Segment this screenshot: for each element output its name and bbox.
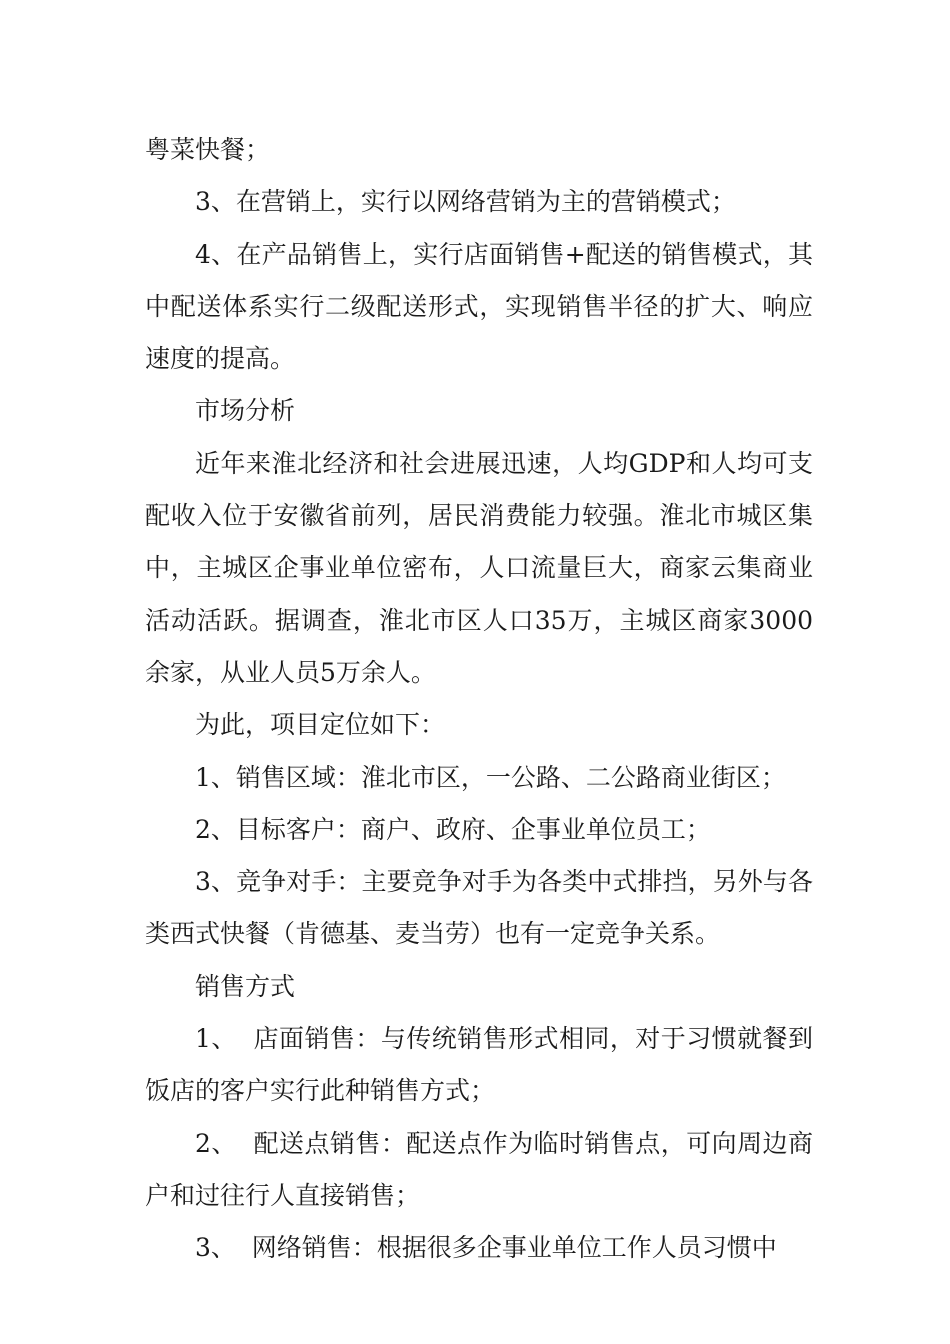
list-item-competitors: 3、竞争对手：主要竞争对手为各类中式排挡，另外与各类西式快餐（肯德基、麦当劳）也有一定竞争关系。 <box>145 867 813 949</box>
document-body <box>145 124 813 1275</box>
paragraph-sales-mode: 4、在产品销售上，实行店面销售+配送的销售模式，其中配送体系实行二级配送形式，实现销售半径的扩大、响应速度的提高。 <box>145 239 813 374</box>
paragraph-market-analysis: 近年来淮北经济和社会进展迅速，人均GDP和人均可支配收入位于安徽省前列，居民消费能力较强。淮北市城区集中，主城区企事业单位密布，人口流量巨大，商家云集商业活动活跃。据调查，淮北市区人口35万，主城区商家3000余家，从业人员5万余人。 <box>145 448 813 687</box>
paragraph-continuation: 粤菜快餐； <box>145 135 271 164</box>
list-item-sales-area: 1、销售区域：淮北市区，一公路、二公路商业街区； <box>195 762 786 792</box>
list-item-target-customers: 2、目标客户：商户、政府、企事业单位员工； <box>195 814 711 844</box>
paragraph-marketing-mode: 3、在营销上，实行以网络营销为主的营销模式； <box>195 187 736 217</box>
section-heading-sales-methods: 销售方式 <box>195 971 296 1001</box>
list-item-store-sales: 1、 店面销售：与传统销售形式相同，对于习惯就餐到饭店的客户实行此种销售方式； <box>145 1024 813 1106</box>
list-item-online-sales: 3、 网络销售：根据很多企事业单位工作人员习惯中 <box>195 1233 777 1263</box>
section-heading-market-analysis: 市场分析 <box>195 396 296 426</box>
list-item-delivery-point-sales: 2、 配送点销售：配送点作为临时销售点，可向周边商户和过往行人直接销售； <box>145 1128 813 1210</box>
paragraph-project-positioning: 为此，项目定位如下： <box>195 710 446 740</box>
